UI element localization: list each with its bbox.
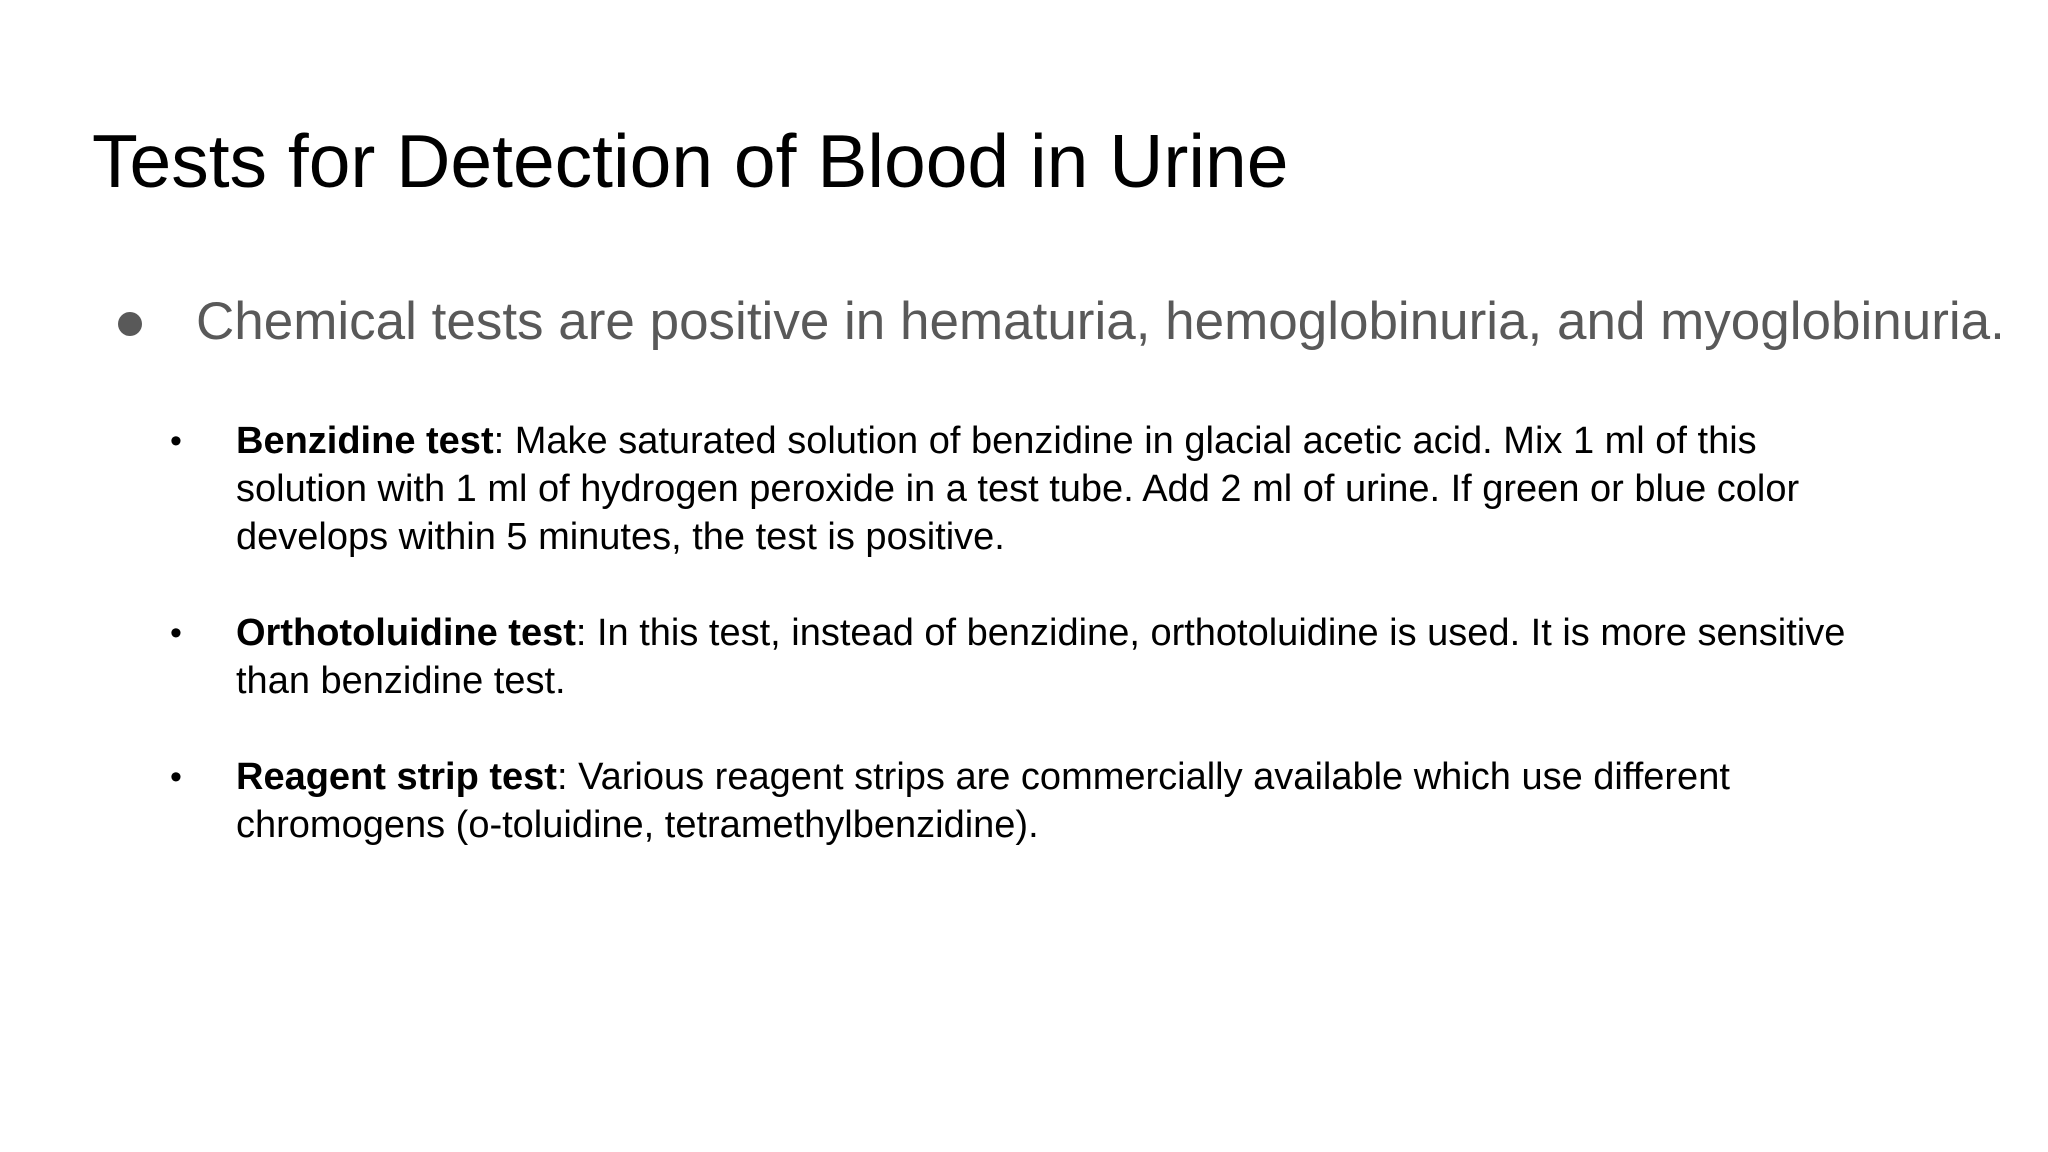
test-text bbox=[236, 609, 1851, 705]
test-item-orthotoluidine bbox=[170, 609, 1870, 705]
test-term: Orthotoluidine test bbox=[236, 612, 576, 654]
test-description: : Various reagent strips are commercially available which use different chromogens (o-toluidine, tetramethylbenzidine). bbox=[236, 756, 1730, 846]
test-term: Reagent strip test bbox=[236, 756, 557, 798]
test-text bbox=[236, 753, 1851, 849]
test-item-benzidine bbox=[170, 417, 1870, 561]
bullet-icon: • bbox=[170, 758, 182, 796]
bullet-icon: • bbox=[170, 422, 182, 460]
test-description: : In this test, instead of benzidine, orthotoluidine is used. It is more sensitive than benzidine test. bbox=[236, 612, 1846, 702]
bullet-dot-icon bbox=[118, 312, 142, 336]
main-point bbox=[118, 290, 2005, 354]
test-term: Benzidine test bbox=[236, 420, 494, 462]
test-item-reagent-strip bbox=[170, 753, 1870, 849]
tests-list bbox=[170, 417, 1870, 897]
test-description: : Make saturated solution of benzidine in glacial acetic acid. Mix 1 ml of this solution with 1 ml of hydrogen peroxide in a test tube. Add 2 ml of urine. If green or blue color develops within 5 minutes, the test is positive. bbox=[236, 420, 1800, 558]
bullet-icon: • bbox=[170, 614, 182, 652]
main-point-text: Chemical tests are positive in hematuria, hemoglobinuria, and myoglobinuria. bbox=[196, 292, 2005, 351]
test-text bbox=[236, 417, 1851, 561]
slide-title: Tests for Detection of Blood in Urine bbox=[92, 119, 1289, 203]
